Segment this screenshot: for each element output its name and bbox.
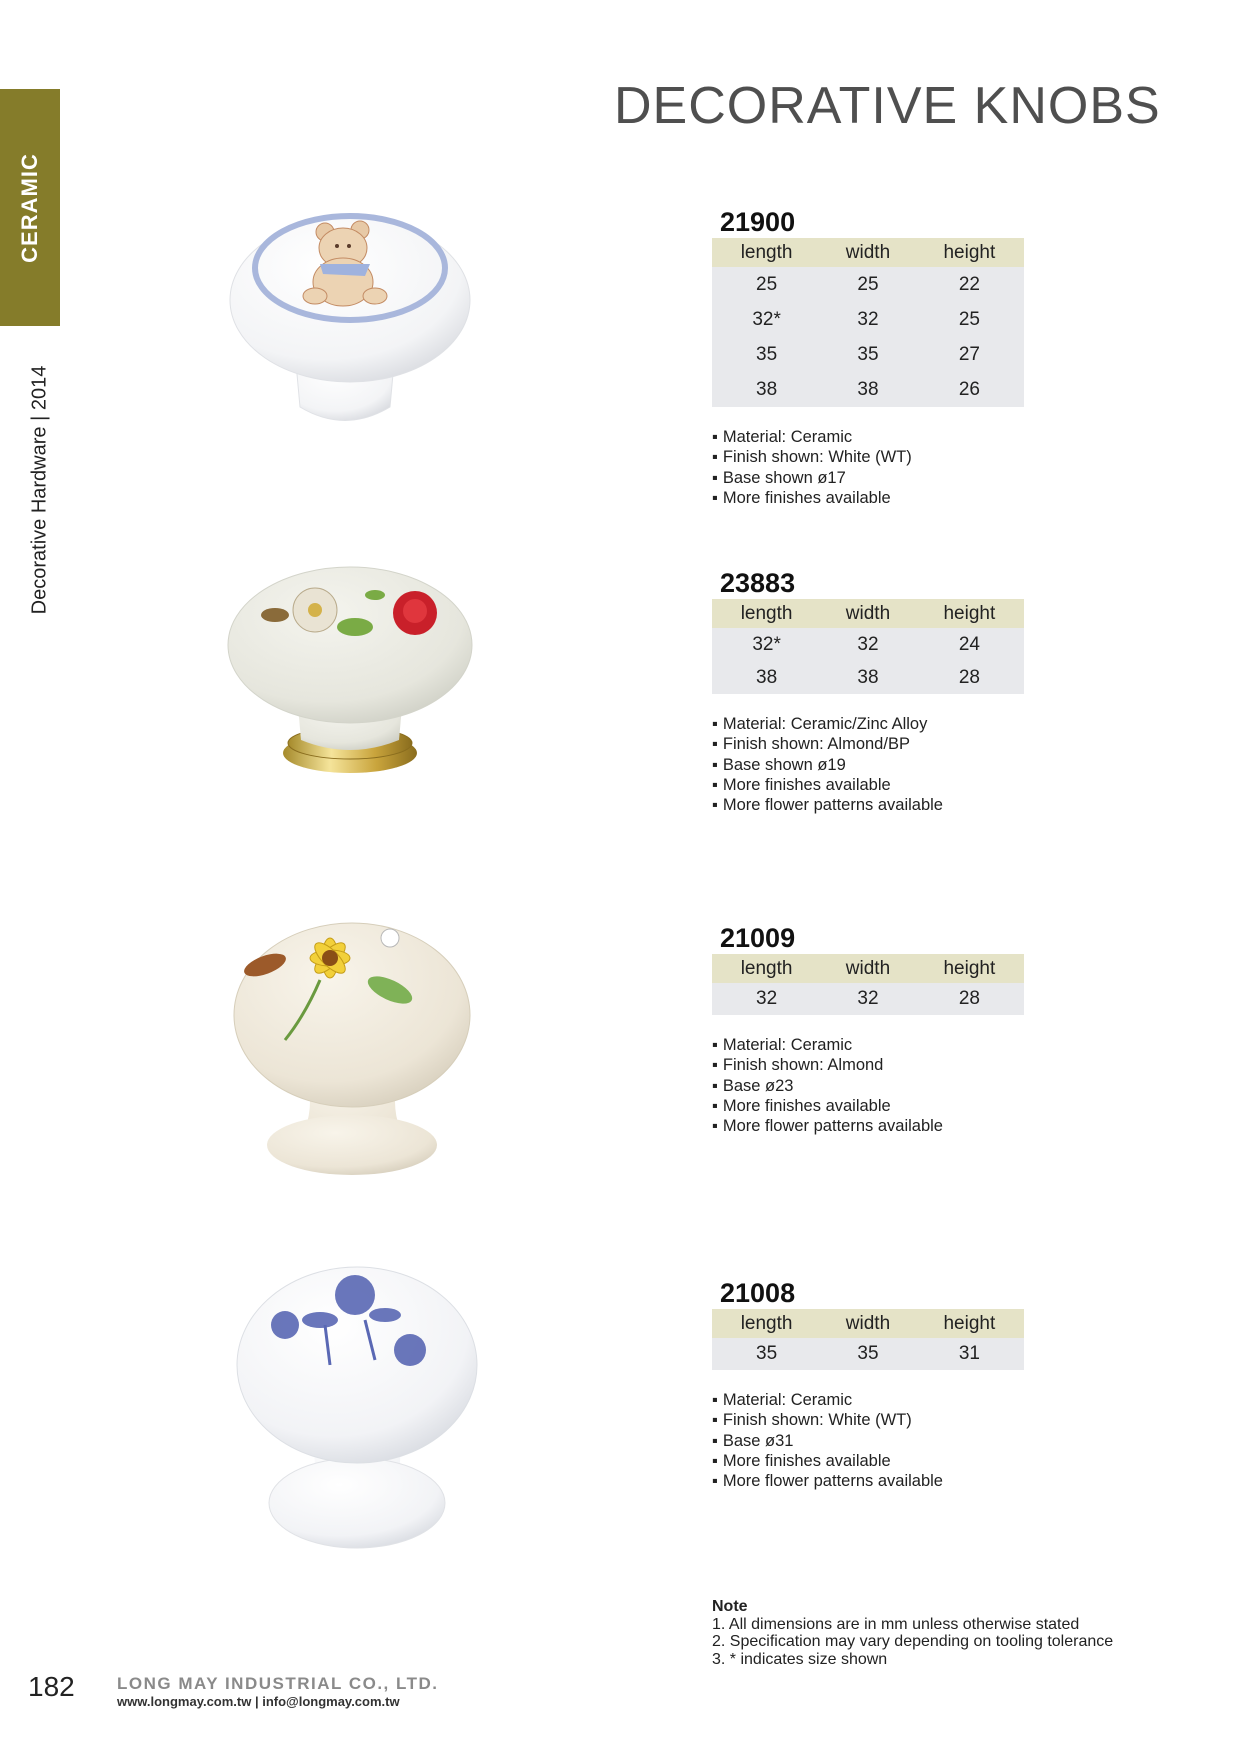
column-header-height: height <box>915 599 1024 628</box>
note-item: 3. * indicates size shown <box>712 1650 888 1668</box>
dimension-table <box>712 954 1024 1015</box>
product-21008 <box>712 1277 1024 1491</box>
table-row <box>712 302 1024 337</box>
product-code: 21009 <box>720 923 796 953</box>
table-row <box>712 372 1024 407</box>
list-item: ▪ More finishes available <box>712 1096 1024 1116</box>
cell-height: 28 <box>958 666 980 688</box>
cell-width: 32 <box>857 308 879 330</box>
cell-width: 32 <box>857 988 879 1009</box>
page-number: 182 <box>28 1671 75 1702</box>
cell-length: 32* <box>752 308 781 330</box>
cell-length: 38 <box>756 378 778 400</box>
feature-list <box>712 714 1024 815</box>
table-row <box>712 628 1024 661</box>
contact-info: www.longmay.com.tw | info@longmay.com.tw <box>117 1694 400 1709</box>
rose-flower-ceramic-knob-image <box>225 565 485 795</box>
feature-list <box>712 1390 1024 1491</box>
cell-height: 28 <box>958 988 980 1009</box>
list-item: ▪ Material: Ceramic <box>712 1390 1024 1410</box>
list-item: ▪ Finish shown: Almond/BP <box>712 734 1024 754</box>
column-header-length: length <box>712 1309 821 1338</box>
teddy-bear-ceramic-knob-image <box>225 212 485 432</box>
cell-width: 35 <box>857 343 879 365</box>
note-item: 1. All dimensions are in mm unless otherwise stated <box>712 1615 1080 1633</box>
list-item: ▪ More flower patterns available <box>712 1471 1024 1491</box>
column-header-width: width <box>821 599 915 628</box>
category-tab <box>0 89 60 326</box>
list-item: ▪ Base shown ø19 <box>712 755 1024 775</box>
cell-length: 32* <box>752 633 781 655</box>
table-row <box>712 983 1024 1015</box>
column-header-width: width <box>821 238 915 267</box>
note-section <box>712 1598 1113 1668</box>
list-item: ▪ Base ø23 <box>712 1076 1024 1096</box>
cell-width: 25 <box>857 273 879 295</box>
blue-floral-ceramic-knob-image <box>225 1265 485 1555</box>
product-code: 21900 <box>720 207 796 237</box>
column-header-length: length <box>712 954 821 983</box>
cell-length: 35 <box>756 1343 778 1364</box>
list-item: ▪ Material: Ceramic <box>712 1035 1024 1055</box>
list-item: ▪ Material: Ceramic <box>712 427 1024 447</box>
note-item: 2. Specification may vary depending on tooling tolerance <box>712 1633 1114 1650</box>
product-21009 <box>712 922 1024 1136</box>
column-header-length: length <box>712 238 821 267</box>
column-header-width: width <box>821 1309 915 1338</box>
list-item: ▪ Finish shown: Almond <box>712 1055 1024 1075</box>
product-21900 <box>712 206 1024 508</box>
dimension-table <box>712 599 1024 694</box>
column-header-length: length <box>712 599 821 628</box>
table-row <box>712 337 1024 372</box>
list-item: ▪ Base shown ø17 <box>712 468 1024 488</box>
cell-length: 32 <box>756 988 778 1009</box>
product-code: 21008 <box>720 1278 796 1308</box>
list-item: ▪ More flower patterns available <box>712 795 1024 815</box>
table-row <box>712 661 1024 694</box>
cell-height: 26 <box>958 378 980 400</box>
page-title: DECORATIVE KNOBS <box>614 77 1161 135</box>
sunflower-ceramic-knob-image <box>225 920 485 1180</box>
catalog-label: Decorative Hardware | 2014 <box>28 365 51 615</box>
list-item: ▪ More flower patterns available <box>712 1116 1024 1136</box>
list-item: ▪ More finishes available <box>712 488 1024 508</box>
company-name: LONG MAY INDUSTRIAL CO., LTD. <box>117 1674 439 1693</box>
column-header-width: width <box>821 954 915 983</box>
column-header-height: height <box>915 1309 1024 1338</box>
list-item: ▪ Finish shown: White (WT) <box>712 447 1024 467</box>
list-item: ▪ Material: Ceramic/Zinc Alloy <box>712 714 1024 734</box>
table-row <box>712 1338 1024 1370</box>
list-item: ▪ Base ø31 <box>712 1431 1024 1451</box>
dimension-table <box>712 238 1024 407</box>
cell-height: 27 <box>958 343 980 365</box>
cell-height: 31 <box>958 1343 980 1364</box>
column-header-height: height <box>915 954 1024 983</box>
cell-height: 25 <box>958 308 980 330</box>
table-row <box>712 267 1024 302</box>
category-label: CERAMIC <box>17 152 42 263</box>
list-item: ▪ More finishes available <box>712 1451 1024 1471</box>
note-title: Note <box>712 1598 748 1615</box>
cell-height: 24 <box>958 633 980 655</box>
cell-height: 22 <box>958 273 980 295</box>
product-code: 23883 <box>720 568 796 598</box>
cell-length: 25 <box>756 273 778 295</box>
cell-width: 32 <box>857 633 879 655</box>
cell-width: 38 <box>857 666 879 688</box>
cell-width: 38 <box>857 378 879 400</box>
cell-length: 35 <box>756 343 778 365</box>
column-header-height: height <box>915 238 1024 267</box>
cell-length: 38 <box>756 666 778 688</box>
cell-width: 35 <box>857 1343 879 1364</box>
feature-list <box>712 1035 1024 1136</box>
dimension-table <box>712 1309 1024 1370</box>
list-item: ▪ Finish shown: White (WT) <box>712 1410 1024 1430</box>
feature-list <box>712 427 1024 508</box>
product-23883 <box>712 567 1024 815</box>
list-item: ▪ More finishes available <box>712 775 1024 795</box>
